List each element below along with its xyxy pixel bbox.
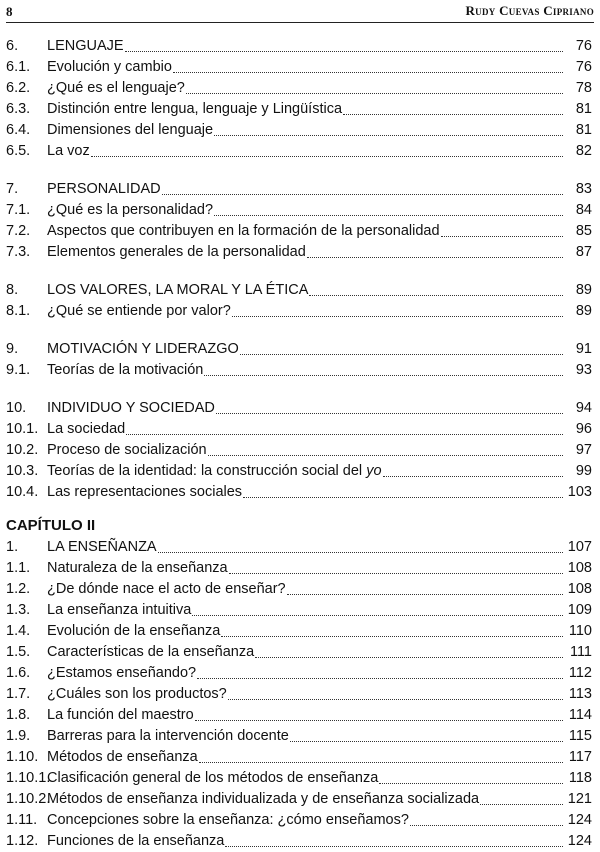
toc-entry [6,621,592,642]
toc-entry-number: 6.1. [6,59,31,75]
table-of-contents [6,36,592,852]
toc-entry-title-text: Concepciones sobre la enseñanza: ¿cómo enseñamos? [47,812,409,828]
toc-entry-number: 10.1. [6,421,39,437]
toc-entry-page: 85 [575,223,592,239]
toc-entry [6,600,592,621]
toc-entry-title-text: LOS VALORES, LA MORAL Y LA ÉTICA [47,282,309,298]
toc-entry-number: 10.3. [6,463,39,479]
toc-entry-title [47,179,161,200]
toc-entry-page: 81 [575,101,592,117]
toc-entry-page: 103 [567,484,592,500]
toc-entry [6,120,592,141]
dot-leader [309,295,563,296]
toc-entry-number: 1.11. [6,812,38,828]
toc-entry-title-text: Las representaciones sociales [47,484,243,500]
toc-entry-title [47,642,254,663]
toc-entry-page: 89 [575,303,592,319]
toc-entry-title [47,280,308,301]
toc-entry-page: 113 [568,686,592,702]
toc-entry-title [47,789,479,810]
toc-entry-number: 6.5. [6,143,31,159]
toc-entry [6,280,592,301]
toc-entry [6,461,592,482]
toc-entry [6,301,592,322]
toc-entry-page: 96 [575,421,592,437]
toc-entry-page: 84 [575,202,592,218]
toc-entry-number: 6. [6,38,19,54]
toc-entry-page: 78 [575,80,592,96]
toc-entry-title-text: Dimensiones del lenguaje [47,122,214,138]
dot-leader [243,497,563,498]
toc-entry [6,200,592,221]
dot-leader [441,236,563,237]
dot-leader [173,72,563,73]
toc-entry-title [47,36,124,57]
toc-entry-title [47,482,242,503]
toc-entry-page: 121 [567,791,592,807]
toc-entry [6,789,592,810]
toc-entry-page: 76 [575,38,592,54]
dot-leader [125,51,563,52]
toc-entry-title [47,120,213,141]
toc-entry [6,339,592,360]
toc-entry-title [47,537,157,558]
toc-entry-page: 82 [575,143,592,159]
dot-leader [195,720,563,721]
toc-entry-title [47,360,203,381]
toc-entry-title-text: La voz [47,143,90,159]
toc-entry-title-italic: yo [366,463,382,479]
toc-entry-number: 1.9. [6,728,31,744]
toc-entry-number: 1.1. [6,560,31,576]
toc-entry-title-text: ¿Qué es el lenguaje? [47,80,185,96]
toc-entry-page: 107 [567,539,592,555]
dot-leader [221,636,563,637]
toc-entry-title [47,726,289,747]
toc-entry-title-text: ¿Cuáles son los productos? [47,686,227,702]
toc-entry-title [47,301,231,322]
toc-entry-title [47,78,185,99]
dot-leader [240,354,563,355]
toc-entry-title [47,768,378,789]
dot-leader [197,678,563,679]
toc-entry-title-text: ¿Qué se entiende por valor? [47,303,231,319]
toc-entry-title [47,242,306,263]
dot-leader [162,194,563,195]
toc-entry-number: 1.6. [6,665,31,681]
toc-entry [6,663,592,684]
toc-entry-title [47,440,207,461]
toc-entry-title-text: Naturaleza de la enseñanza [47,560,228,576]
toc-entry-title [47,579,286,600]
group-spacer [6,381,592,398]
toc-entry-page: 91 [575,341,592,357]
dot-leader [192,615,563,616]
toc-entry [6,419,592,440]
dot-leader [126,434,563,435]
group-spacer [6,162,592,179]
toc-entry [6,99,592,120]
toc-entry-page: 109 [567,602,592,618]
toc-entry-title [47,621,220,642]
toc-entry-title-text: MOTIVACIÓN Y LIDERAZGO [47,341,239,357]
chapter-heading: CAPÍTULO II [6,517,96,534]
toc-entry-number: 10. [6,400,27,416]
dot-leader [410,825,563,826]
toc-entry-title-text: Proceso de socialización [47,442,207,458]
toc-entry-number: 6.2. [6,80,31,96]
toc-entry-number: 6.4. [6,122,31,138]
toc-entry-number: 9. [6,341,19,357]
toc-entry [6,642,592,663]
toc-entry-page: 108 [567,581,592,597]
toc-entry-page: 87 [575,244,592,260]
toc-entry-number: 6.3. [6,101,31,117]
dot-leader [480,804,563,805]
toc-entry [6,360,592,381]
dot-leader [158,552,563,553]
toc-entry-page: 81 [575,122,592,138]
toc-entry-title [47,141,90,162]
toc-entry [6,78,592,99]
toc-entry-title-text: Funciones de la enseñanza [47,833,225,849]
dot-leader [379,783,563,784]
toc-entry-page: 93 [575,362,592,378]
toc-entry [6,705,592,726]
toc-entry [6,179,592,200]
toc-entry-number: 1.12. [6,833,39,849]
dot-leader [229,573,563,574]
toc-entry-number: 1.10.2. [6,791,51,807]
toc-entry-number: 1.8. [6,707,31,723]
toc-entry-title [47,339,239,360]
toc-entry [6,440,592,461]
toc-entry-title-text: La función del maestro [47,707,194,723]
toc-entry-page: 112 [568,665,592,681]
toc-entry-number: 8. [6,282,19,298]
toc-entry-title-text: La sociedad [47,421,126,437]
toc-entry-page: 97 [575,442,592,458]
dot-leader [255,657,563,658]
toc-entry [6,482,592,503]
toc-entry-page: 124 [567,812,592,828]
dot-leader [214,215,563,216]
toc-entry-title [47,663,196,684]
toc-entry-title-text: Teorías de la identidad: la construcción social del [47,463,367,479]
toc-entry-number: 1.4. [6,623,31,639]
toc-entry-title-text: Evolución de la enseñanza [47,623,221,639]
toc-entry [6,684,592,705]
toc-entry-number: 1.3. [6,602,31,618]
dot-leader [204,375,563,376]
running-head: Rudy Cuevas Cipriano [465,3,594,18]
toc-entry-title [47,398,215,419]
toc-entry-title-text: LENGUAJE [47,38,124,54]
toc-entry-title-text: ¿De dónde nace el acto de enseñar? [47,581,286,597]
toc-entry-title [47,99,342,120]
toc-entry-title [47,200,213,221]
toc-entry-number: 1.10.1. [6,770,51,786]
toc-entry-page: 117 [568,749,592,765]
dot-leader [199,762,563,763]
toc-entry-page: 99 [575,463,592,479]
toc-entry-number: 1.7. [6,686,31,702]
toc-entry-title-text: INDIVIDUO Y SOCIEDAD [47,400,215,416]
toc-entry-title-text: Aspectos que contribuyen en la formación de la personalidad [47,223,440,239]
toc-entry-title [47,57,172,78]
toc-entry-number: 8.1. [6,303,31,319]
toc-entry-number: 10.4. [6,484,39,500]
toc-entry-page: 118 [568,770,592,786]
dot-leader [343,114,563,115]
toc-entry-number: 9.1. [6,362,31,378]
toc-entry [6,57,592,78]
dot-leader [186,93,563,94]
toc-entry-page: 89 [575,282,592,298]
toc-entry [6,810,592,831]
page-number: 8 [6,4,13,19]
toc-entry [6,141,592,162]
toc-entry-title-text: ¿Estamos enseñando? [47,665,197,681]
dot-leader [91,156,563,157]
dot-leader [225,846,563,847]
toc-entry-title [47,705,194,726]
toc-entry-title [47,419,125,440]
toc-entry-number: 10.2. [6,442,39,458]
toc-entry-page: 76 [575,59,592,75]
toc-entry-page: 110 [568,623,592,639]
toc-entry-title-text: Elementos generales de la personalidad [47,244,306,260]
toc-entry-title-text: Métodos de enseñanza [47,749,198,765]
toc-entry [6,398,592,419]
dot-leader [228,699,563,700]
toc-entry-title-text: La enseñanza intuitiva [47,602,192,618]
toc-entry-number: 7. [6,181,19,197]
toc-entry-page: 94 [575,400,592,416]
toc-entry-number: 7.1. [6,202,31,218]
toc-entry-number: 1. [6,539,19,555]
toc-entry [6,36,592,57]
toc-entry-title-text: Evolución y cambio [47,59,172,75]
toc-entry-title [47,684,227,705]
toc-entry-title-text: Métodos de enseñanza individualizada y de enseñanza socializada [47,791,480,807]
toc-entry-number: 1.10. [6,749,39,765]
dot-leader [208,455,563,456]
toc-entry-title-text: Características de la enseñanza [47,644,255,660]
dot-leader [214,135,563,136]
toc-entry-title [47,558,228,579]
dot-leader [383,476,563,477]
toc-entry-title-text: Distinción entre lengua, lenguaje y Lingüística [47,101,343,117]
toc-entry-title [47,810,409,831]
toc-entry-title-text: ¿Qué es la personalidad? [47,202,214,218]
page-header [6,0,594,23]
toc-entry-title-text: PERSONALIDAD [47,181,161,197]
toc-entry [6,726,592,747]
toc-entry-page: 115 [568,728,592,744]
toc-entry-number: 7.3. [6,244,31,260]
toc-entry-title [47,600,191,621]
toc-entry [6,537,592,558]
toc-entry-number: 1.2. [6,581,31,597]
toc-entry-title-text: LA ENSEÑANZA [47,539,157,555]
toc-entry-title-text: Clasificación general de los métodos de enseñanza [47,770,379,786]
toc-entry-page: 114 [568,707,592,723]
toc-entry-page: 111 [569,644,592,660]
group-spacer [6,263,592,280]
toc-entry [6,768,592,789]
toc-entry-title [47,221,440,242]
toc-entry [6,242,592,263]
toc-entry-number: 1.5. [6,644,31,660]
toc-entry [6,221,592,242]
dot-leader [290,741,563,742]
toc-entry [6,558,592,579]
dot-leader [232,316,563,317]
toc-entry-title [47,461,382,482]
toc-entry-title-text: Teorías de la motivación [47,362,204,378]
toc-entry-page: 83 [575,181,592,197]
dot-leader [307,257,563,258]
toc-entry-title-text: Barreras para la intervención docente [47,728,289,744]
toc-entry [6,579,592,600]
toc-entry-number: 7.2. [6,223,31,239]
toc-entry [6,747,592,768]
toc-entry-page: 108 [567,560,592,576]
toc-entry-page: 124 [567,833,592,849]
group-spacer [6,322,592,339]
dot-leader [216,413,563,414]
toc-entry-title [47,747,198,768]
dot-leader [287,594,563,595]
